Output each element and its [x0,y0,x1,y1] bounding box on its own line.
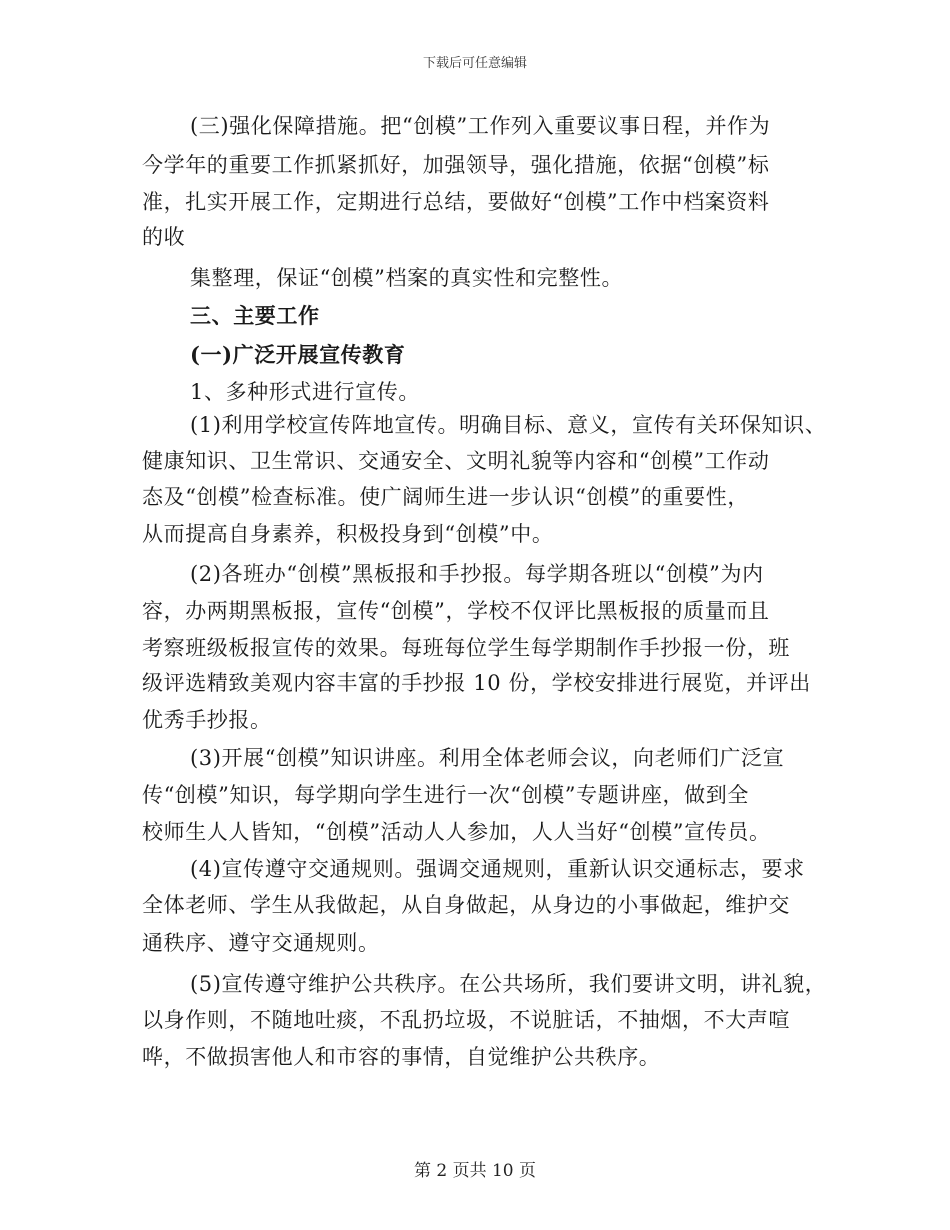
text-line: 校师生人人皆知，“创模”活动人人参加，人人当好“创模”宣传员。 [142,820,771,844]
subsection-heading: (一)广泛开展宣传教育 [190,342,406,367]
text-line: 1、多种形式进行宣传。 [190,380,420,404]
text-line: 健康知识、卫生常识、交通安全、文明礼貌等内容和“创模”工作动 [142,449,770,473]
text-line: 准，扎实开展工作，定期进行总结，要做好“创模”工作中档案资料 [142,190,770,214]
text-line: 传“创模”知识，每学期向学生进行一次“创模”专题讲座，做到全 [142,783,749,807]
text-line: 考察班级板报宣传的效果。每班每位学生每学期制作手抄报一份，班 [142,636,790,660]
text-line: 通秩序、遵守交通规则。 [142,931,380,955]
text-line: 级评选精致美观内容丰富的手抄报 10 份，学校安排进行展览，并评出 [142,671,811,695]
text-line: 容，办两期黑板报，宣传“创模”，学校不仅评比黑板报的质量而且 [142,599,770,623]
text-line: 集整理，保证“创模”档案的真实性和完整性。 [190,266,624,290]
page-footer: 第 2 页共 10 页 [413,1161,537,1181]
text-line: 从而提高自身素养，积极投身到“创模”中。 [142,522,554,546]
text-line: 以身作则，不随地吐痰，不乱扔垃圾，不说脏话，不抽烟，不大声喧 [142,1008,790,1032]
text-line: 的收 [142,225,186,249]
text-line: (1)利用学校宣传阵地宣传。明确目标、意义，宣传有关环保知识、 [190,413,827,437]
text-line: (4)宣传遵守交通规则。强调交通规则，重新认识交通标志，要求 [190,857,805,881]
text-line: 全体老师、学生从我做起，从自身做起，从身边的小事做起，维护交 [142,893,790,917]
section-heading: 三、主要工作 [190,303,320,328]
text-line: (3)开展“创模”知识讲座。利用全体老师会议，向老师们广泛宣 [190,746,785,770]
page-header: 下载后可任意编辑 [422,56,527,71]
text-line: 优秀手抄报。 [142,708,272,732]
text-line: (三)强化保障措施。把“创模”工作列入重要议事日程，并作为 [190,114,771,138]
text-line: 今学年的重要工作抓紧抓好，加强领导，强化措施，依据“创模”标 [142,153,770,177]
text-line: (5)宣传遵守维护公共秩序。在公共场所，我们要讲文明，讲礼貌， [190,972,827,996]
text-line: 哗，不做损害他人和市容的事情，自觉维护公共秩序。 [142,1045,661,1069]
text-line: 态及“创模”检查标准。使广阔师生进一步认识“创模”的重要性， [142,485,749,509]
text-line: (2)各班办“创模”黑板报和手抄报。每学期各班以“创模”为内 [190,562,764,586]
